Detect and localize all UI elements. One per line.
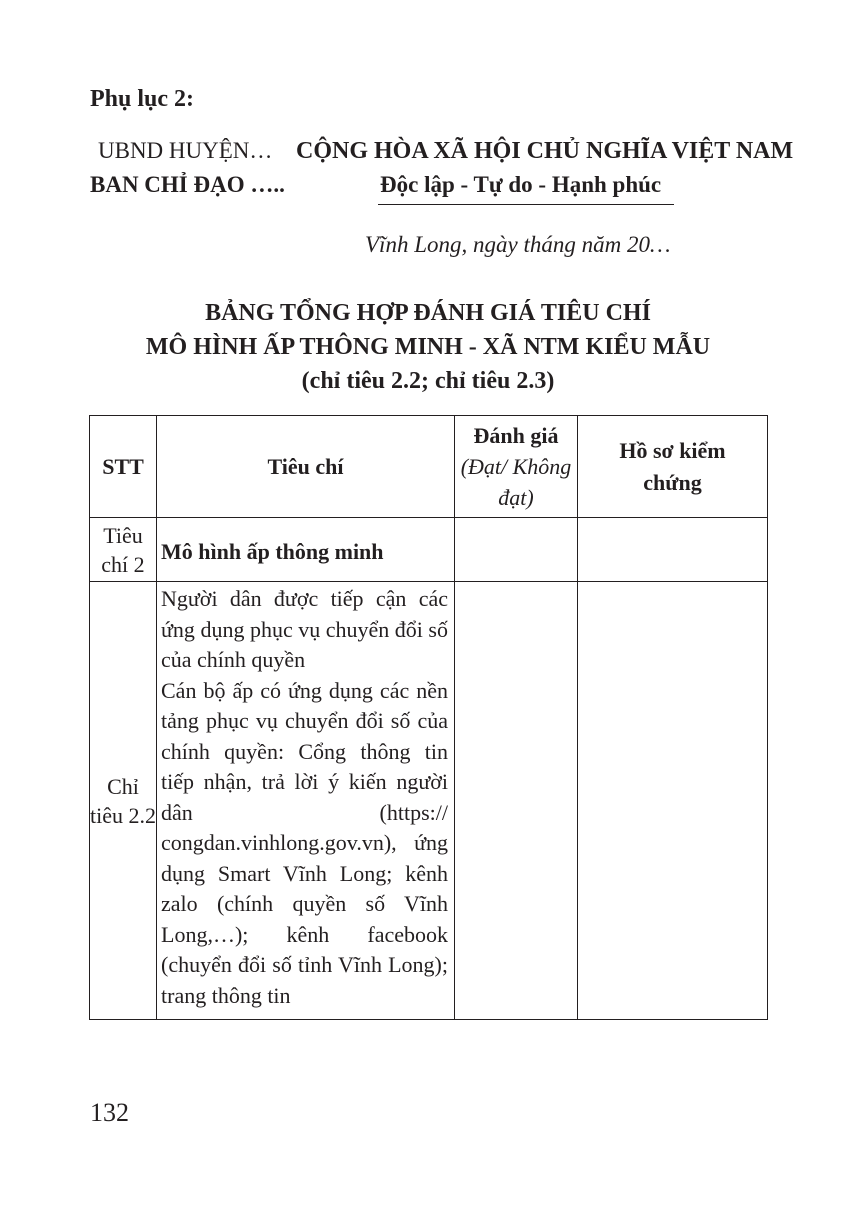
header-evaluation-title: Đánh giá: [473, 423, 559, 448]
criteria-paragraph-1: Người dân được tiếp cận các ứng dụng phục vụ chuyển đổi số của chính quyền: [161, 586, 448, 672]
appendix-label: Phụ lục 2:: [90, 86, 195, 112]
motto-underline: [378, 204, 674, 205]
agency-line-2: BAN CHỈ ĐẠO …..: [90, 172, 285, 197]
national-motto: Độc lập - Tự do - Hạnh phúc: [380, 172, 662, 197]
place-date-line: Vĩnh Long, ngày tháng năm 20…: [365, 232, 671, 257]
header-stt: STT: [90, 416, 157, 518]
evaluation-table: [89, 415, 768, 1020]
cell-criteria: Mô hình ấp thông minh: [157, 518, 455, 582]
agency-line-1: UBND HUYỆN…: [98, 138, 273, 163]
document-title-line-1: BẢNG TỔNG HỢP ĐÁNH GIÁ TIÊU CHÍ: [205, 300, 651, 326]
document-title-line-3: (chỉ tiêu 2.2; chỉ tiêu 2.3): [301, 368, 555, 394]
cell-evaluation[interactable]: [455, 518, 578, 582]
cell-criteria: [157, 582, 455, 1020]
cell-stt: Chỉ tiêu 2.2: [90, 582, 157, 1020]
cell-evaluation[interactable]: [455, 582, 578, 1020]
page-number: 132: [90, 1098, 129, 1127]
table-row: [90, 582, 768, 1020]
header-criteria: Tiêu chí: [157, 416, 455, 518]
national-title: CỘNG HÒA XÃ HỘI CHỦ NGHĨA VIỆT NAM: [296, 138, 794, 164]
criteria-paragraph-2: Cán bộ ấp có ứng dụng các nền tảng phục vụ chuyển đổi số của chính quyền: Cổng thông tin tiếp nhận, trả lời ý kiến người dân (https:// congdan.vinhlong.gov.vn), ứng dụng Smart Vĩnh Long; kênh zalo (chính quyền số Vĩnh Long,…); kênh facebook (chuyển đổi số tỉnh Vĩnh Long); trang thông tin: [161, 677, 448, 1008]
header-evaluation-sub: (Đạt/ Không đạt): [460, 454, 572, 510]
header-evidence: Hồ sơ kiểm chứng: [578, 416, 768, 518]
table-header-row: [90, 416, 768, 518]
table-row: [90, 518, 768, 582]
header-evaluation: [455, 416, 578, 518]
cell-evidence[interactable]: [578, 582, 768, 1020]
cell-evidence[interactable]: [578, 518, 768, 582]
document-title-line-2: MÔ HÌNH ẤP THÔNG MINH - XÃ NTM KIỂU MẪU: [145, 334, 711, 360]
cell-stt: Tiêu chí 2: [90, 518, 157, 582]
